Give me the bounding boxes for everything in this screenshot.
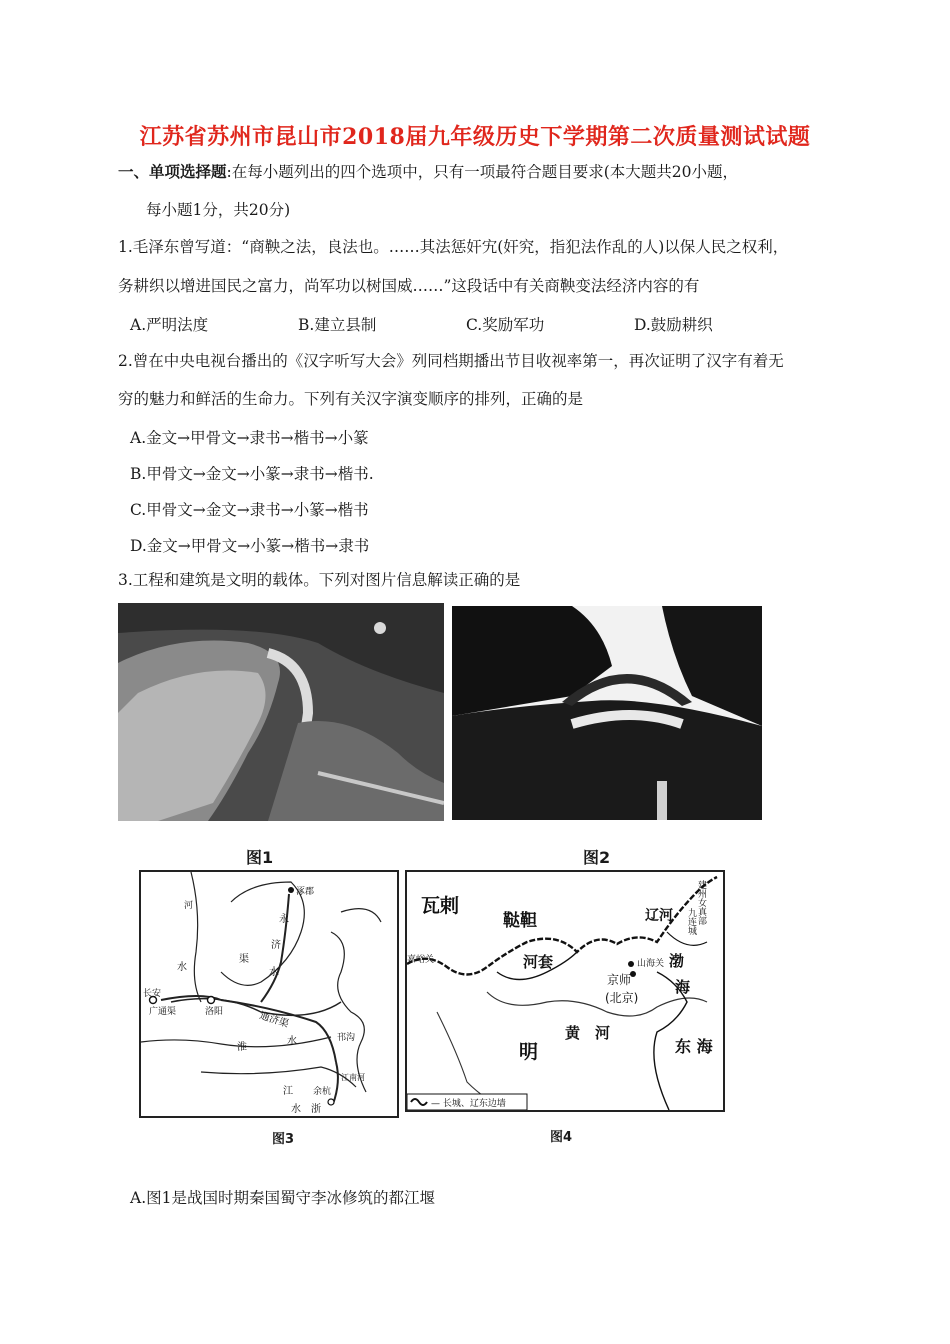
section-instruction-cont: 每小题1分，共20分) — [146, 201, 291, 219]
map3-label-jiang: 江 — [283, 1086, 293, 1097]
figure-4-caption: 图4 — [550, 1130, 573, 1145]
figure-3-caption: 图3 — [272, 1132, 295, 1147]
map4-label-jiuliancheng: 九连城 — [686, 908, 696, 935]
q1-option-a[interactable]: A.严明法度 — [130, 316, 209, 334]
map3-label-jiangnan: 江南河 — [341, 1073, 365, 1082]
map3-label-shui-2: 水 — [269, 967, 279, 978]
q3-stem: 3.工程和建筑是文明的载体。下列对图片信息解读正确的是 — [118, 571, 521, 589]
map3-label-luoyang: 洛阳 — [205, 1007, 224, 1017]
map4-label-dada: 鞑靼 — [503, 911, 537, 931]
q1-option-c[interactable]: C.奖励军功 — [466, 316, 545, 334]
map4-label-liaohe: 辽河 — [645, 908, 673, 924]
map4-label-shanhaiguan: 山海关 — [637, 959, 665, 969]
figure-4-ming-great-wall-map — [405, 870, 725, 1112]
map3-label-shui-3: 水 — [287, 1036, 297, 1047]
map4-label-wala: 瓦剌 — [421, 895, 460, 917]
q3-option-a[interactable]: A.图1是战国时期秦国蜀守李冰修筑的都江堰 — [130, 1189, 435, 1207]
map3-label-yong: 永 — [279, 914, 289, 925]
map3-label-zhuojun: 涿郡 — [296, 887, 315, 897]
map4-label-hetao: 河套 — [523, 953, 554, 971]
page-title: 江苏省苏州市昆山市2018届九年级历史下学期第二次质量测试试题 — [139, 124, 811, 150]
section-instruction-text: :在每小题列出的四个选项中，只有一项最符合题目要求(本大题共20小题， — [226, 163, 739, 181]
map4-label-jianzhou: 建州女真部 — [696, 880, 706, 925]
map4-label-beijing: (北京) — [605, 991, 639, 1005]
map4-label-bohai-2: 海 — [675, 978, 691, 996]
q2-stem-line1: 2.曾在中央电视台播出的《汉字听写大会》列同档期播出节目收视率第一，再次证明了汉字有着无 — [118, 352, 784, 370]
map3-label-huai: 淮 — [237, 1042, 247, 1053]
map3-label-tongji: 通济渠 — [258, 1010, 291, 1031]
q2-stem-line2: 穷的魅力和鲜活的生命力。下列有关汉字演变顺序的排列，正确的是 — [118, 390, 584, 408]
map3-label-ji: 济 — [271, 940, 281, 951]
figure-1-dujiangyan-photo — [118, 603, 444, 821]
map3-label-changan: 长安 — [143, 989, 162, 999]
map3-label-tongqu: 广通渠 — [149, 1007, 177, 1017]
map3-label-hangou: 邗沟 — [337, 1033, 356, 1043]
figure-2-caption: 图2 — [583, 848, 611, 867]
map4-label-bohai-1: 渤 — [669, 952, 685, 970]
map3-label-shui-1: 水 — [177, 962, 187, 973]
q2-option-b[interactable]: B.甲骨文→金文→小篆→隶书→楷书. — [130, 465, 374, 483]
map4-label-huanghe: 黄 河 — [565, 1024, 611, 1042]
map3-label-shui-4: 水 — [291, 1104, 301, 1115]
section-heading: 一、单项选择题 — [118, 162, 227, 181]
q1-option-b[interactable]: B.建立县制 — [298, 316, 377, 334]
map4-label-donghai: 东 海 — [675, 1037, 713, 1056]
q1-stem-line2: 务耕织以增进国民之富力，尚军功以树国威……”这段话中有关商鞅变法经济内容的有 — [118, 277, 700, 295]
map4-label-jiayuguan: 嘉峪关 — [407, 955, 435, 965]
map4-label-jingshi: 京师 — [607, 973, 632, 987]
figure-2-zhaozhou-bridge-photo — [452, 606, 762, 820]
map3-label-he: 河 — [184, 901, 194, 911]
map4-label-ming: 明 — [519, 1041, 539, 1063]
figure-1-caption: 图1 — [246, 848, 274, 867]
map3-label-yuhang: 余杭 — [313, 1087, 332, 1097]
q1-option-d[interactable]: D.鼓励耕织 — [634, 316, 713, 334]
map4-legend: — 长城、辽东边墙 — [431, 1099, 506, 1109]
q2-option-c[interactable]: C.甲骨文→金文→隶书→小篆→楷书 — [130, 501, 369, 519]
map3-label-zhe: 浙 — [311, 1104, 321, 1115]
q2-option-d[interactable]: D.金文→甲骨文→小篆→楷书→隶书 — [130, 537, 370, 555]
q2-option-a[interactable]: A.金文→甲骨文→隶书→楷书→小篆 — [130, 429, 369, 447]
section-instruction — [118, 162, 738, 182]
figure-3-grand-canal-map — [139, 870, 399, 1118]
q1-stem-line1: 1.毛泽东曾写道：“商鞅之法，良法也。……其法惩奸宄(奸究，指犯法作乱的人)以保人民之权利， — [118, 238, 789, 256]
map3-label-qu: 渠 — [239, 954, 249, 965]
